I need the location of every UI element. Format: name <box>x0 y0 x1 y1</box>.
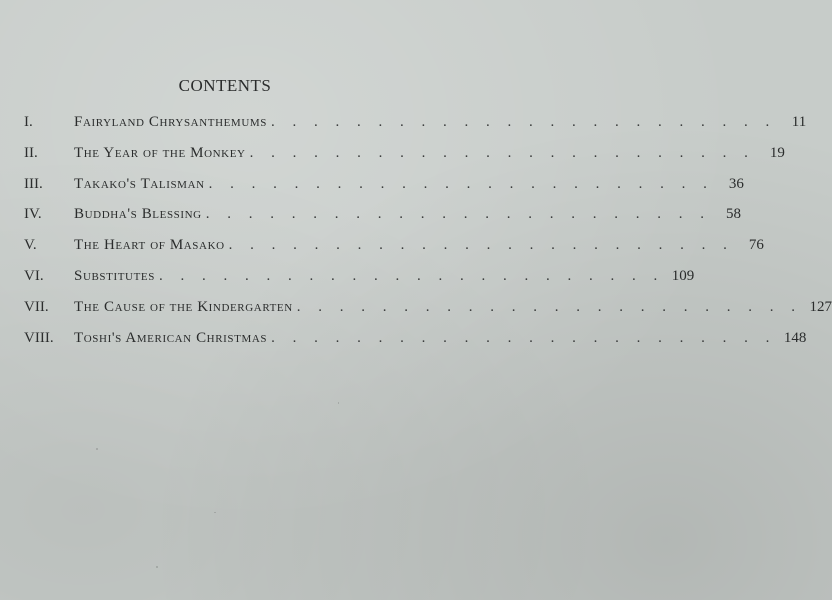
toc-entry <box>24 206 741 237</box>
chapter-title: The Heart of Masako <box>74 237 225 254</box>
chapter-title: The Year of the Monkey <box>74 144 246 161</box>
chapter-page-number: 19 <box>769 144 785 161</box>
dot-leader: . . . . . . . . . . . . . . . . . . . . . . . . <box>271 329 777 346</box>
chapter-page-number: 11 <box>791 114 807 130</box>
contents-heading: CONTENTS <box>178 76 272 95</box>
chapter-title: Fairyland Chrysanthemums <box>74 114 267 130</box>
toc-entry <box>24 144 785 176</box>
dot-leader: . . . . . . . . . . . . . . . . . . . . . . . . <box>228 237 734 254</box>
toc-entry <box>24 114 807 145</box>
chapter-numeral: III. <box>24 175 43 192</box>
chapter-page-number: 58 <box>725 206 741 223</box>
chapter-page-number: 109 <box>671 267 695 284</box>
chapter-numeral: VIII. <box>24 329 54 346</box>
paper-speck <box>214 512 216 513</box>
chapter-numeral: II. <box>24 144 38 161</box>
chapter-title: Buddha's Blessing <box>74 206 202 223</box>
chapter-title: The Cause of the Kindergarten <box>74 298 293 315</box>
toc-entry <box>24 237 764 268</box>
toc-entry <box>24 298 832 330</box>
chapter-page-number: 76 <box>748 237 764 254</box>
paper-speck <box>156 566 158 568</box>
chapter-title: Toshi's American Christmas <box>74 329 268 346</box>
chapter-page-number: 36 <box>728 175 744 192</box>
toc-entry <box>24 175 744 207</box>
chapter-page-number: 148 <box>783 329 807 346</box>
paper-speck <box>96 448 98 450</box>
dot-leader: . . . . . . . . . . . . . . . . . . . . . . . . <box>158 267 665 284</box>
dot-leader: . . . . . . . . . . . . . . . . . . . . . . . . <box>249 144 755 161</box>
chapter-numeral: VII. <box>24 298 49 315</box>
toc-entry <box>24 267 695 299</box>
toc-entry <box>24 329 807 361</box>
dot-leader: . . . . . . . . . . . . . . . . . . . . . . . . <box>296 298 803 315</box>
dot-leader: . . . . . . . . . . . . . . . . . . . . . . . . <box>270 114 777 130</box>
chapter-numeral: I. <box>24 114 33 130</box>
chapter-numeral: V. <box>24 237 37 254</box>
chapter-page-number: 127 <box>809 298 832 315</box>
paper-speck <box>338 402 339 404</box>
chapter-title: Takako's Talisman <box>74 175 205 192</box>
chapter-numeral: IV. <box>24 206 42 223</box>
chapter-title: Substitutes <box>74 267 155 284</box>
dot-leader: . . . . . . . . . . . . . . . . . . . . . . . . <box>205 206 711 223</box>
dot-leader: . . . . . . . . . . . . . . . . . . . . . . . . <box>208 175 714 192</box>
table-of-contents <box>24 114 832 360</box>
chapter-numeral: VI. <box>24 267 44 284</box>
